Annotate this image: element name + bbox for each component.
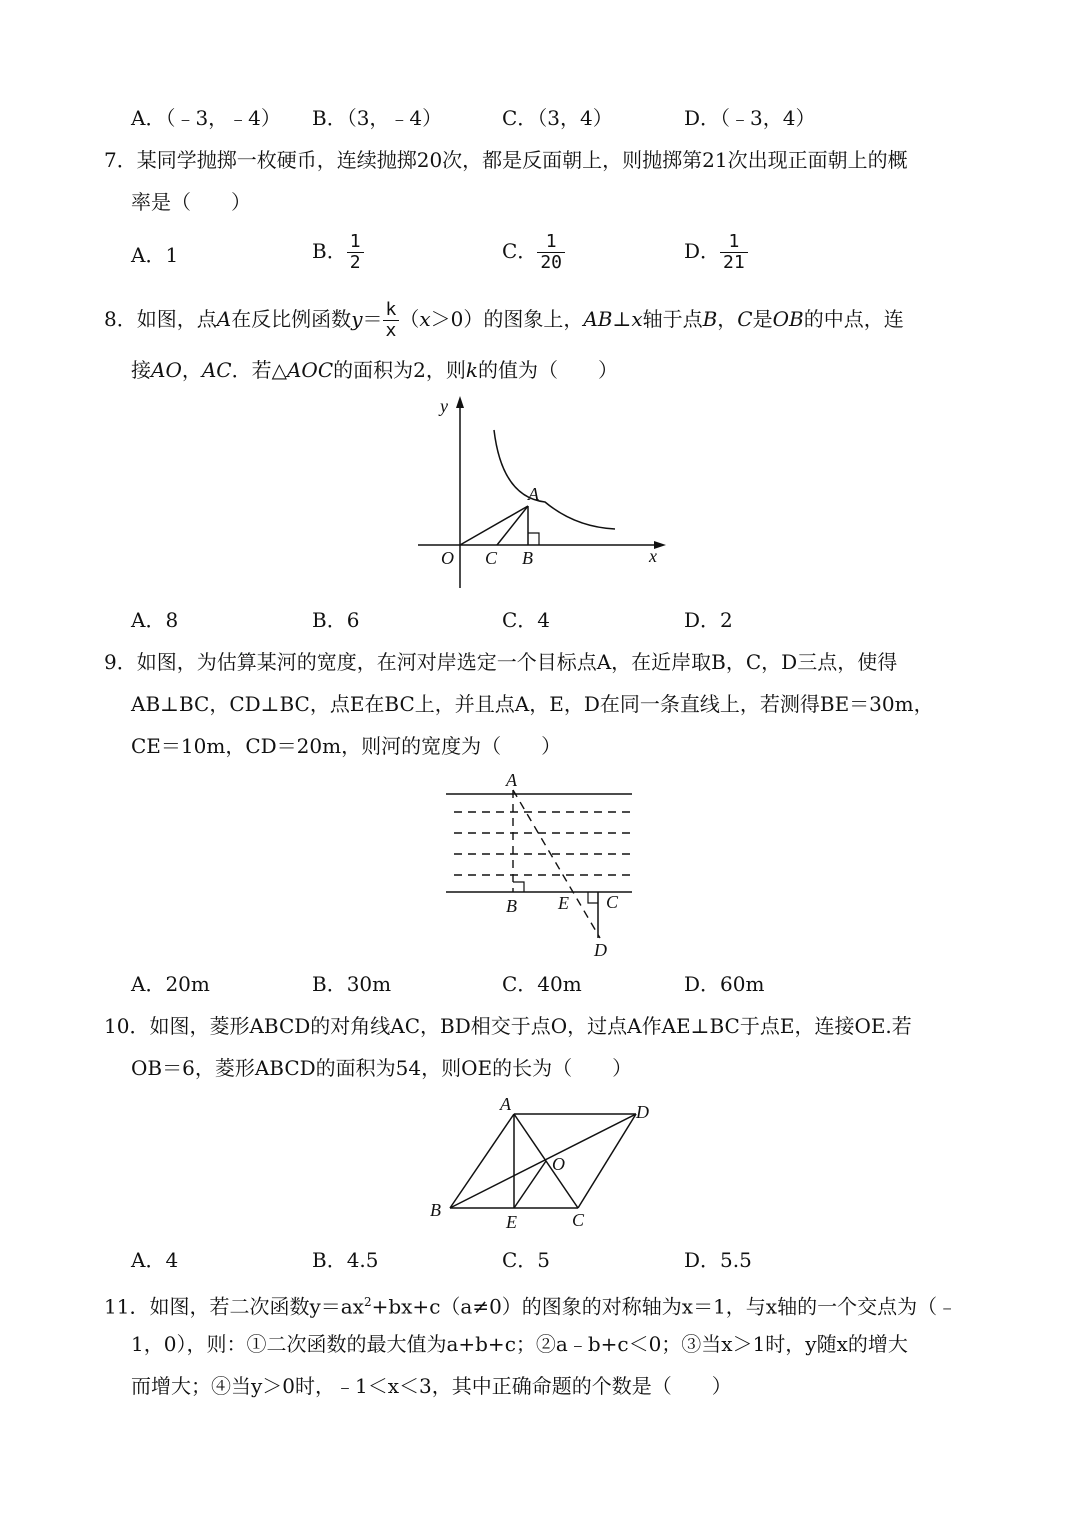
q6-option-c: C．（3，4） — [502, 106, 613, 130]
text-run: 的中点，连 — [803, 307, 904, 331]
var-ao: AO — [151, 358, 182, 382]
var-a: A — [216, 307, 232, 331]
q10-option-d: D．5.5 — [684, 1248, 752, 1272]
fraction-numerator: 1 — [347, 232, 364, 253]
right-angle-mark — [528, 533, 539, 545]
q10-text-line2: OB＝6，菱形ABCD的面积为54，则OE的长为（ ） — [131, 1056, 633, 1080]
var-k: k — [465, 358, 478, 382]
side-ba — [450, 1114, 514, 1208]
fraction-denominator: 20 — [540, 252, 562, 273]
text-run: +bx+c（a≠0）的图象的对称轴为x＝1，与x轴的一个交点为（﹣ — [371, 1294, 958, 1319]
q10-rhombus-figure — [424, 1090, 664, 1234]
var-c: C — [737, 307, 753, 331]
var-ab: AB — [583, 307, 613, 331]
diagonal-bd — [450, 1114, 636, 1208]
var-x: x — [631, 307, 643, 331]
q7-option-d-label: D． — [684, 239, 721, 263]
label-x: x — [649, 546, 657, 566]
label-c: C — [485, 548, 498, 568]
q9-option-b: B．30m — [312, 972, 392, 996]
right-angle-mark-b — [513, 882, 524, 892]
y-axis-arrow — [456, 396, 464, 408]
label-d: D — [594, 940, 607, 960]
q7-text-line1: 7．某同学抛掷一枚硬币，连续抛掷20次，都是反面朝上，则抛掷第21次出现正面朝上的概 — [104, 148, 908, 172]
text-run: 11．如图，若二次函数y＝ax — [104, 1294, 364, 1319]
river-dashed-lines — [454, 790, 630, 938]
segment-ao — [460, 506, 528, 545]
text-run: 8．如图，点 — [104, 307, 217, 331]
q9-text-line2: AB⊥BC，CD⊥BC，点E在BC上，并且点A，E，D在同一条直线上，若测得BE＝30m， — [131, 692, 934, 716]
label-y: y — [440, 396, 448, 416]
fraction-denominator: 21 — [723, 252, 745, 273]
q7-option-b-fraction — [347, 232, 364, 273]
q8-option-d: D．2 — [684, 608, 733, 632]
var-y: y — [351, 307, 363, 331]
fraction-denominator: x — [385, 320, 397, 341]
fraction-numerator: 1 — [720, 232, 748, 253]
label-a: A — [528, 484, 539, 504]
text-run: （ — [399, 307, 420, 331]
q9-option-d: D．60m — [684, 972, 765, 996]
text-run: ＝ — [362, 307, 383, 331]
label-o: O — [441, 548, 454, 568]
text-run: ＞0）的图象上， — [430, 307, 584, 331]
right-angle-mark-c — [588, 892, 598, 903]
segment-ac — [497, 506, 528, 545]
q9-text-line3: CE＝10m，CD＝20m，则河的宽度为（ ） — [131, 734, 562, 758]
var-aoc: AOC — [286, 358, 334, 382]
fraction-denominator: 2 — [349, 252, 361, 273]
q9-river-figure — [440, 766, 640, 962]
q7-option-c-fraction — [537, 232, 565, 273]
text-run: 在反比例函数 — [231, 307, 352, 331]
q11-text-line3: 而增大；④当y＞0时，﹣1＜x＜3，其中正确命题的个数是（ ） — [131, 1374, 732, 1398]
q8-text-line2 — [131, 356, 618, 384]
text-run: 是 — [752, 307, 773, 331]
q8-hyperbola-figure — [410, 392, 680, 592]
q8-option-b: B．6 — [312, 608, 360, 632]
q7-option-d-fraction — [720, 232, 748, 273]
q6-option-b: B．（3，﹣4） — [312, 106, 443, 130]
q6-option-a: A．（﹣3，﹣4） — [131, 106, 281, 130]
label-a: A — [506, 770, 517, 790]
q7-option-c — [502, 232, 565, 273]
q8-option-a: A．8 — [131, 608, 179, 632]
q7-option-a: A．1 — [131, 243, 179, 267]
q8-text-line1 — [104, 300, 904, 341]
text-run: ⊥ — [612, 307, 632, 331]
hyperbola-curve — [494, 430, 615, 529]
q10-option-a: A．4 — [131, 1248, 179, 1272]
label-e: E — [558, 893, 569, 913]
q6-option-d: D．（﹣3，4） — [684, 106, 816, 130]
q10-option-c: C．5 — [502, 1248, 551, 1272]
var-ob: OB — [772, 307, 804, 331]
label-o: O — [552, 1154, 565, 1174]
label-b: B — [522, 548, 533, 568]
var-x: x — [419, 307, 431, 331]
superscript-2: 2 — [363, 1295, 372, 1309]
k-over-x-fraction — [383, 300, 400, 341]
text-run: 轴于点 — [642, 307, 703, 331]
q7-option-d — [684, 232, 748, 273]
q11-text-line1 — [104, 1288, 957, 1321]
label-a: A — [500, 1094, 511, 1114]
text-run: ， — [717, 307, 738, 331]
q7-text-line2: 率是（ ） — [131, 190, 251, 214]
fraction-numerator: k — [383, 300, 400, 321]
label-c: C — [572, 1210, 585, 1230]
var-ac: AC — [201, 358, 232, 382]
q7-option-c-label: C． — [502, 239, 538, 263]
q7-option-b-label: B． — [312, 239, 347, 263]
label-d: D — [636, 1102, 649, 1122]
text-run: ．若△ — [231, 358, 287, 382]
text-run: 的值为（ ） — [478, 358, 618, 382]
text-run: 接 — [131, 358, 151, 382]
var-b: B — [702, 307, 718, 331]
fraction-numerator: 1 — [537, 232, 565, 253]
label-c: C — [606, 892, 619, 912]
label-e: E — [506, 1212, 517, 1232]
q11-text-line2: 1，0），则：①二次函数的最大值为a+b+c；②a﹣b+c＜0；③当x＞1时，y随x的增大 — [131, 1332, 908, 1356]
q9-text-line1: 9．如图，为估算某河的宽度，在河对岸选定一个目标点A，在近岸取B，C，D三点，使得 — [104, 650, 898, 674]
q10-option-b: B．4.5 — [312, 1248, 379, 1272]
q9-option-a: A．20m — [131, 972, 210, 996]
q7-option-b — [312, 232, 364, 273]
q8-option-c: C．4 — [502, 608, 551, 632]
q9-option-c: C．40m — [502, 972, 582, 996]
label-b: B — [430, 1200, 441, 1220]
text-run: 的面积为2，则 — [333, 358, 466, 382]
label-b: B — [506, 896, 517, 916]
text-run: ， — [181, 358, 202, 382]
q10-text-line1: 10．如图，菱形ABCD的对角线AC，BD相交于点O，过点A作AE⊥BC于点E，连接OE.若 — [104, 1014, 912, 1038]
